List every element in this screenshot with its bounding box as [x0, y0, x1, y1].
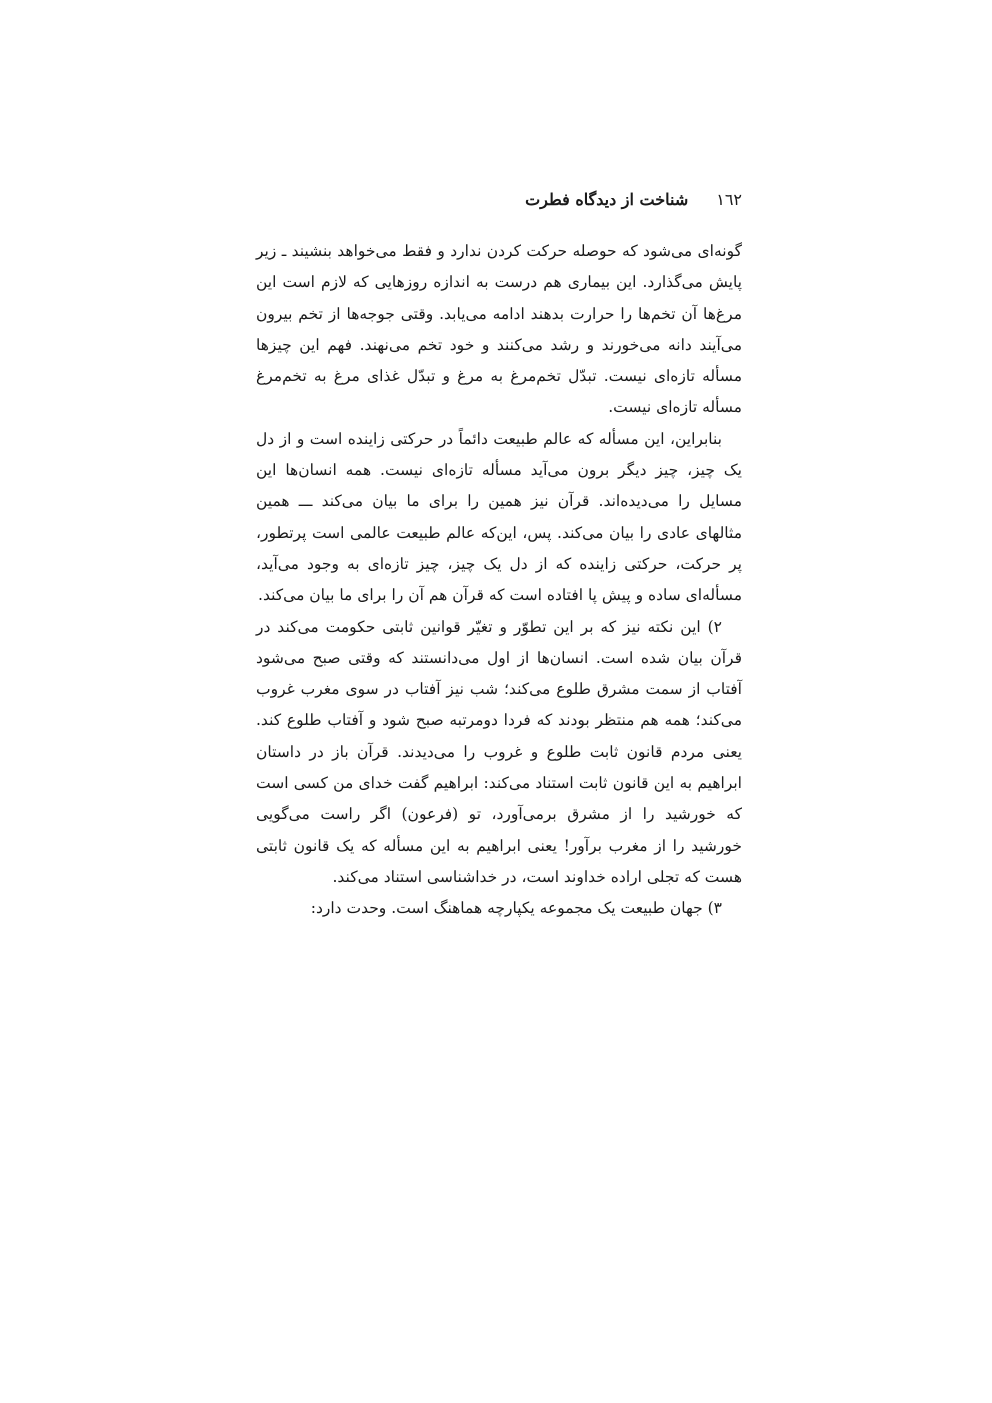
running-head — [256, 180, 742, 220]
book-page — [256, 180, 742, 925]
chapter-title: شناخت از دیدگاه فطرت — [525, 190, 689, 209]
paragraph-3: ٢) این نکته نیز که بر این تطوّر و تغیّر قوانین ثابتی حکومت می‌کند در قرآن بیان شده است. انسان‌ها از اول می‌دانستند که وقتی صبح می‌شود آفتاب از سمت مشرق طلوع می‌کند؛ شب نیز آفتاب در سوی مغرب غروب می‌کند؛ همه هم منتظر بودند که فردا دومرتبه صبح شود و آفتاب طلوع کند. یعنی مردم قانون ثابت طلوع و غروب را می‌دیدند. قرآن باز در داستان ابراهیم به این قانون ثابت استناد می‌کند: ابراهیم گفت خدای من کسی است که خورشید را از مشرق برمی‌آورد، تو (فرعون) اگر راست می‌گویی خورشید را از مغرب برآور! یعنی ابراهیم به این مسأله که یک قانون ثابتی هست که تجلی اراده خداوند است، در خداشناسی استناد می‌کند. — [256, 617, 742, 886]
paragraph-4: ٣) جهان طبیعت یک مجموعه یکپارچه هماهنگ است. وحدت دارد: — [310, 899, 722, 918]
paragraph-1: گونه‌ای می‌شود که حوصله حرکت کردن ندارد و فقط می‌خواهد بنشیند ـ زیر پایش می‌گذارد. این بیماری هم درست به اندازه روزهایی که لازم است این مرغ‌ها آن تخم‌ها را حرارت بدهند ادامه می‌یابد. وقتی جوجه‌ها از تخم بیرون می‌آیند دانه می‌خورند و رشد می‌کنند و خود تخم می‌نهند. فهم این چیزها مسأله تازه‌ای نیست. تبدّل تخم‌مرغ به مرغ و تبدّل غذای مرغ به تخم‌مرغ مسأله تازه‌ای نیست. — [256, 242, 742, 417]
paragraph-2: بنابراین، این مسأله که عالم طبیعت دائماً در حرکتی زاینده است و از دل یک چیز، چیز دیگر برون می‌آید مسأله تازه‌ای نیست. همه انسان‌ها این مسایل را می‌دیده‌اند. قرآن نیز همین را برای ما بیان می‌کند ـــ همین مثالهای عادی را بیان می‌کند. پس، این‌که عالم طبیعت عالمی است پرتطور، پر حرکت، حرکتی زاینده که از دل یک چیز، چیز تازه‌ای به وجود می‌آید، مسأله‌ای ساده و پیش پا افتاده است که قرآن هم آن را برای ما بیان می‌کند. — [256, 429, 742, 605]
body-text — [256, 236, 742, 925]
page-number: ١٦٢ — [716, 190, 742, 209]
